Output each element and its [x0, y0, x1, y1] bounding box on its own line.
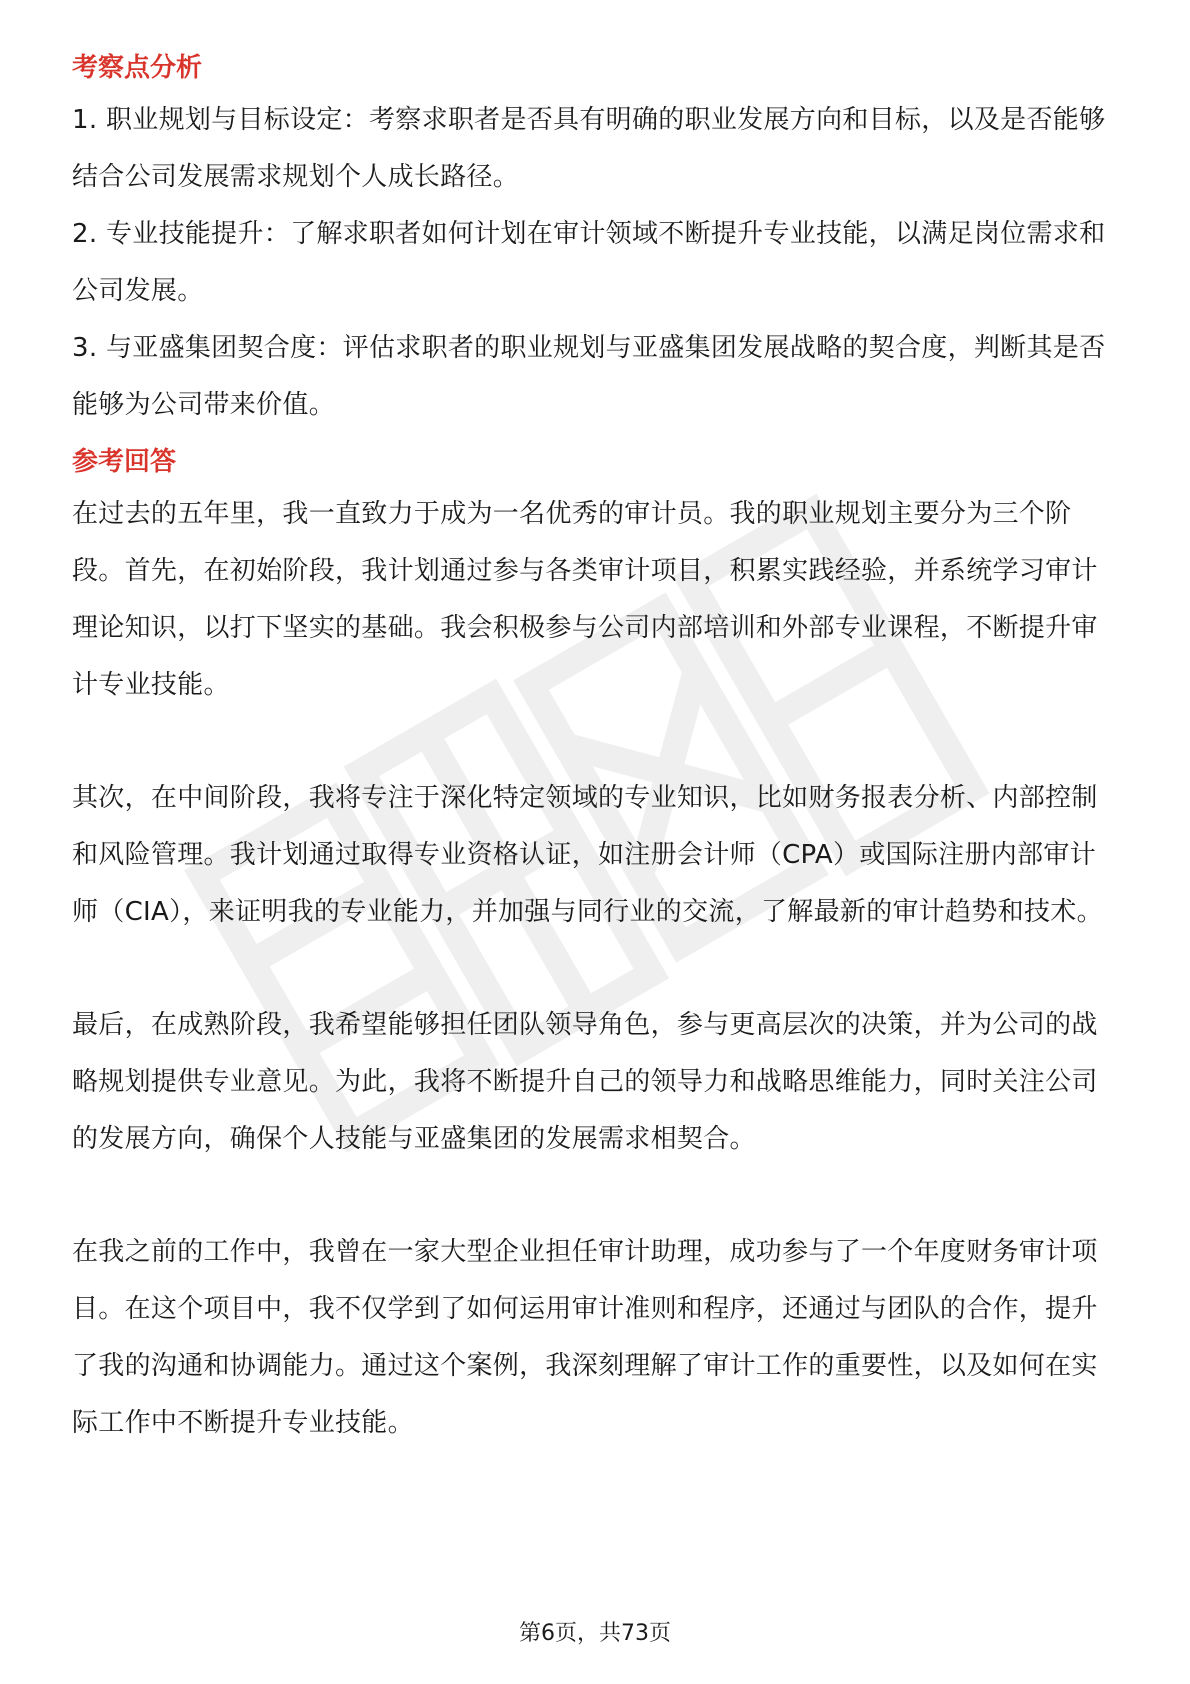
analysis-item: 2. 专业技能提升：了解求职者如何计划在审计领域不断提升专业技能，以满足岗位需求和公司发展。 — [72, 219, 1106, 306]
analysis-item: 1. 职业规划与目标设定：考察求职者是否具有明确的职业发展方向和目标，以及是否能够结合公司发展需求规划个人成长路径。 — [72, 105, 1106, 192]
answer-heading: 参考回答 — [72, 447, 177, 477]
analysis-list — [72, 92, 1122, 434]
analysis-item: 3. 与亚盛集团契合度：评估求职者的职业规划与亚盛集团发展战略的契合度，判断其是否能够为公司带来价值。 — [72, 333, 1106, 420]
answer-paragraph: 在过去的五年里，我一直致力于成为一名优秀的审计员。我的职业规划主要分为三个阶段。首先，在初始阶段，我计划通过参与各类审计项目，积累实践经验，并系统学习审计理论知识，以打下坚实的基础。我会积极参与公司内部培训和外部专业课程，不断提升审计专业技能。 — [72, 499, 1098, 700]
answer-paragraph: 最后，在成熟阶段，我希望能够担任团队领导角色，参与更高层次的决策，并为公司的战略规划提供专业意见。为此，我将不断提升自己的领导力和战略思维能力，同时关注公司的发展方向，确保个人技能与亚盛集团的发展需求相契合。 — [72, 1010, 1098, 1154]
document-body — [72, 50, 1122, 1452]
analysis-heading: 考察点分析 — [72, 53, 203, 83]
page-number: 第6页，共73页 — [519, 1621, 671, 1646]
answer-paragraph: 在我之前的工作中，我曾在一家大型企业担任审计助理，成功参与了一个年度财务审计项目。在这个项目中，我不仅学到了如何运用审计准则和程序，还通过与团队的合作，提升了我的沟通和协调能力。通过这个案例，我深刻理解了审计工作的重要性，以及如何在实际工作中不断提升专业技能。 — [72, 1237, 1098, 1438]
answer-paragraph: 其次，在中间阶段，我将专注于深化特定领域的专业知识，比如财务报表分析、内部控制和风险管理。我计划通过取得专业资格认证，如注册会计师（CPA）或国际注册内部审计师（CIA），来证明我的专业能力，并加强与同行业的交流，了解最新的审计趋势和技术。 — [72, 783, 1103, 927]
